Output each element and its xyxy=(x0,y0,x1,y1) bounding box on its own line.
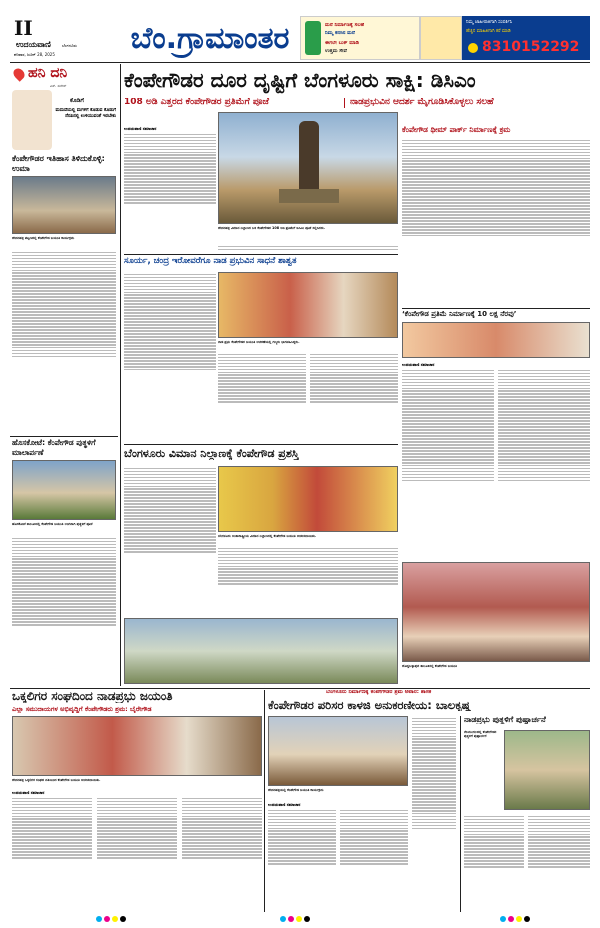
vokkaliga-byline: ಉದಯವಾಣಿ ಸಮಾಚಾರ xyxy=(12,790,45,795)
airport-body-col2 xyxy=(218,546,398,616)
statue-cost-top-rule xyxy=(402,308,590,309)
honey-body: ಮದುವೆಯಲ್ಲಿ ಮಗಳಿಗೆ ಕೊಡುವ ಕೊಡುಗೆ ನೆನಪಿನಲ್ಲಿ ಉಳಿಯುವಂತೆ ಇರಬೇಕು xyxy=(55,108,116,119)
airport-photo xyxy=(218,466,398,532)
hoskote-photo xyxy=(12,460,116,520)
paper-name: ಉದಯವಾಣಿ xyxy=(16,41,51,49)
registration-marks-right xyxy=(500,916,530,922)
statue-cost-photo xyxy=(402,322,590,358)
left-divider-h1 xyxy=(10,436,118,437)
college-headline: ಕೆಂಪೇಗೌಡರ ಪರಿಸರ ಕಾಳಜಿ ಅನುಕರಣೀಯ: ಬಾಲಕೃಷ್ಣ xyxy=(268,699,472,712)
statue-figure xyxy=(299,121,319,191)
college-byline: ಉದಯವಾಣಿ ಸಮಾಚಾರ xyxy=(268,802,301,807)
sun-moon-body-col1 xyxy=(124,272,216,442)
floral-body-col1 xyxy=(464,814,524,908)
vokkaliga-body-col1 xyxy=(12,796,92,908)
ad2-line1: ಈಗಲೇ ಬುಕ್ ಮಾಡಿ xyxy=(325,41,359,46)
main-statue-photo xyxy=(218,112,398,224)
left-column-divider xyxy=(120,64,121,686)
history-article xyxy=(10,154,118,434)
statue-cost-byline: ಉದಯವಾಣಿ ಸಮಾಚಾರ xyxy=(402,362,435,367)
edition: ಬೆಂಗಳೂರು xyxy=(62,43,77,48)
vokkaliga-body-col2 xyxy=(97,796,177,908)
history-body xyxy=(12,250,116,430)
theme-park-body xyxy=(402,138,590,306)
page-number: II xyxy=(14,18,33,39)
college-photo xyxy=(268,716,408,786)
history-headline: ಕೆಂಪೇಗೌಡರ ಇತಿಹಾಸ ತಿಳಿದುಕೊಳ್ಳಿ: ಉಮಾ xyxy=(12,154,105,173)
ad-block-1 xyxy=(300,16,420,60)
masthead xyxy=(10,18,120,58)
bottom-divider-1 xyxy=(264,690,265,912)
college-caption: ದೇವನಹಳ್ಳಿಯಲ್ಲಿ ಕೆಂಪೇಗೌಡ ಜಯಂತಿ ಕಾರ್ಯಕ್ರಮ xyxy=(268,788,324,792)
college-kicker: ಬೆಂಗಳೂರು ನಿರ್ಮಾಣಕ್ಕೆ ಕೆಂಪೇಗೌಡರ ಶ್ರಮ ಅಪಾರ: ಶಾಸಕ xyxy=(326,690,432,695)
sun-moon-body-col3 xyxy=(310,352,398,442)
airport-top-rule xyxy=(124,444,398,445)
masthead-rule xyxy=(10,62,590,63)
hoskote-caption: ಹೊಸಕೋಟೆ ತಾಲೂಕಿನಲ್ಲಿ ಕೆಂಪೇಗೌಡ ಜಯಂತಿ ಅಂಗವಾಗಿ ಪುತ್ಥಳಿಗೆ ಪೂಜೆ xyxy=(12,522,93,526)
registration-marks-center xyxy=(280,916,310,922)
main-body-col1 xyxy=(124,132,216,254)
honey-subhead: ಕೊಡಿಗೆ xyxy=(70,98,85,104)
college-article xyxy=(266,690,590,920)
ad-phone-number: 8310152292 xyxy=(482,40,580,55)
main-subhead-right: ನಾಡಪ್ರಭುವಿನ ಆದರ್ಶ ಮೈಗೂಡಿಸಿಕೊಳ್ಳಲು ಸಲಹೆ xyxy=(350,98,494,107)
main-body-col2 xyxy=(218,244,398,254)
main-byline: ಉದಯವಾಣಿ ಸಮಾಚಾರ xyxy=(124,126,157,131)
hoskote-article xyxy=(10,438,118,688)
ad1-line1: ಮನೆ ನಿರ್ಮಾಣಕ್ಕೆ ಸಲಹೆ xyxy=(325,23,365,28)
hoskote-body xyxy=(12,536,116,686)
ad3-line2: ಹೆಚ್ಚಿನ ಮಾಹಿತಿಗಾಗಿ ಕರೆ ಮಾಡಿ xyxy=(466,29,511,34)
honey-drop-icon xyxy=(11,66,27,82)
college-body-col3 xyxy=(412,716,456,908)
right-event-photo xyxy=(402,562,590,662)
college-body-col2 xyxy=(340,808,408,908)
vokkaliga-photo xyxy=(12,716,262,776)
ad2-line2: ಉತ್ತಮ ಸೇವೆ xyxy=(325,49,347,54)
phone-illustration xyxy=(305,21,321,55)
college-body-col1 xyxy=(268,808,336,908)
history-photo xyxy=(12,176,116,234)
floral-left-rule xyxy=(460,716,461,912)
sun-moon-caption: ನಾಡ ಪ್ರಭು ಕೆಂಪೇಗೌಡರ ಜಯಂತಿ ಆಚರಣೆಯಲ್ಲಿ ಗಣ್ಯರು ಭಾಗವಹಿಸಿದ್ದರು. xyxy=(218,340,300,344)
subhead-separator xyxy=(344,98,345,108)
honey-column xyxy=(10,64,118,154)
floral-headline: ನಾಡಪ್ರಭು ಪುತ್ಥಳಿಗೆ ಪುಷ್ಪಾರ್ಚನೆ xyxy=(464,716,546,724)
sun-moon-photo xyxy=(218,272,398,338)
statue-cost-headline: ‘ಕೆಂಪೇಗೌಡ ಪ್ರತಿಮೆ ನಿರ್ಮಾಣಕ್ಕೆ 10 ಲಕ್ಷ ನೆರವು’ xyxy=(402,311,517,318)
main-headline: ಕೆಂಪೇಗೌಡರ ದೂರ ದೃಷ್ಟಿಗೆ ಬೆಂಗಳೂರು ಸಾಕ್ಷಿ: ಡಿಸಿಎಂ xyxy=(124,68,476,92)
hoskote-headline: ಹೊಸಕೋಟೆ: ಕೆಂಪೇಗೌಡ ಪುತ್ಥಳಿಗೆ ಮಾಲಾರ್ಪಣೆ xyxy=(12,438,96,457)
airport-headline: ಬೆಂಗಳೂರು ವಿಮಾನ ನಿಲ್ದಾಣಕ್ಕೆ ಕೆಂಪೇಗೌಡ ಪ್ರಶಸ್ತಿ xyxy=(124,448,299,460)
sun-moon-top-rule xyxy=(124,254,398,255)
statue-cost-body-col1 xyxy=(402,368,494,560)
honey-author: ಎಸ್. ಸುರೇಶ್ xyxy=(50,84,67,88)
vokkaliga-subhead: ಎಲ್ಲಾ ಸಮುದಾಯಗಳ ಅಭಿವೃದ್ಧಿಗೆ ಕೆಂಪೇಗೌಡರು ಶ್ರಮ: ಬೈರೇಗೌಡ xyxy=(12,706,152,713)
vokkaliga-body-col3 xyxy=(182,796,262,908)
sun-moon-headline: ಸೂರ್ಯ, ಚಂದ್ರ ಇರೋವರೆಗೂ ನಾಡ ಪ್ರಭುವಿನ ಸಾಧನೆ ಶಾಶ್ವತ xyxy=(124,257,297,266)
bottom-section-rule xyxy=(10,688,590,689)
section-title: ಬೆಂ.ಗ್ರಾಮಾಂತರ xyxy=(130,21,290,56)
registration-marks-left xyxy=(96,916,126,922)
ad3-line1: ನಿಮ್ಮ ಜಾಹೀರಾತಿಗಾಗಿ ಸಂಪರ್ಕಿಸಿ xyxy=(466,20,513,25)
right-photo-caption: ದೊಡ್ಡಬಳ್ಳಾಪುರ ತಾಲೂಕಿನಲ್ಲಿ ಕೆಂಪೇಗೌಡ ಜಯಂತಿ xyxy=(402,664,457,668)
main-photo-caption: ದೇವನಹಳ್ಳಿ ವಿಮಾನ ನಿಲ್ದಾಣದ ಬಳಿ ಕೆಂಪೇಗೌಡರ 108 ಅಡಿ ಪ್ರತಿಮೆಗೆ ಡಿಸಿಎಂ ಪೂಜೆ ಸಲ್ಲಿಸಿದರು. xyxy=(218,226,325,230)
phone-icon xyxy=(468,43,478,53)
airport-group-photo xyxy=(124,618,398,684)
main-subhead-left: 108 ಅಡಿ ಎತ್ತರದ ಕೆಂಪೇಗೌಡರ ಪ್ರತಿಮೆಗೆ ಪೂಜೆ xyxy=(124,98,269,107)
ad-block-2 xyxy=(420,16,462,60)
floral-photo xyxy=(504,730,590,810)
vokkaliga-article xyxy=(10,690,262,920)
vokkaliga-caption: ದೇವನಹಳ್ಳಿ ಒಕ್ಕಲಿಗರ ಸಂಘದ ವತಿಯಿಂದ ಕೆಂಪೇಗೌಡ ಜಯಂತಿ ಆಚರಿಸಲಾಯಿತು. xyxy=(12,778,101,782)
airport-caption: ಬೆಂಗಳೂರು ಅಂತಾರಾಷ್ಟ್ರೀಯ ವಿಮಾನ ನಿಲ್ದಾಣದಲ್ಲಿ ಕೆಂಪೇಗೌಡ ಜಯಂತಿ ಆಚರಿಸಲಾಯಿತು. xyxy=(218,534,317,538)
honey-brand: ಹನಿ ದನಿ xyxy=(28,66,68,81)
vokkaliga-headline: ಒಕ್ಕಲಿಗರ ಸಂಘದಿಂದ ನಾಡಪ್ರಭು ಜಯಂತಿ xyxy=(12,690,173,703)
statue-pedestal xyxy=(279,189,339,203)
sun-moon-body-col2 xyxy=(218,352,306,442)
ad1-line2: ನಿಮ್ಮ ಕನಸಿನ ಮನೆ xyxy=(325,31,355,36)
dateline: ಶನಿವಾರ, ಜೂನ್ 28, 2025 xyxy=(14,52,55,57)
airport-body-col1 xyxy=(124,466,216,616)
statue-cost-body-col2 xyxy=(498,368,590,560)
floral-caption: ನೆಲಮಂಗಲದಲ್ಲಿ ಕೆಂಪೇಗೌಡರ ಪುತ್ಥಳಿಗೆ ಪುಷ್ಪಾರ್ಚನೆ xyxy=(464,730,497,739)
history-caption: ದೇವನಹಳ್ಳಿ ಪಟ್ಟಣದಲ್ಲಿ ಕೆಂಪೇಗೌಡ ಜಯಂತಿ ಕಾರ್ಯಕ್ರಮ xyxy=(12,236,75,240)
honey-cartoon xyxy=(12,90,52,150)
ad-block-3 xyxy=(462,16,590,60)
theme-park-headline: ಕೆಂಪೇಗೌಡ ಥೀಮ್ ಪಾರ್ಕ್ ನಿರ್ಮಾಣಕ್ಕೆ ಕ್ರಮ xyxy=(402,126,511,134)
floral-body-col2 xyxy=(528,814,590,908)
